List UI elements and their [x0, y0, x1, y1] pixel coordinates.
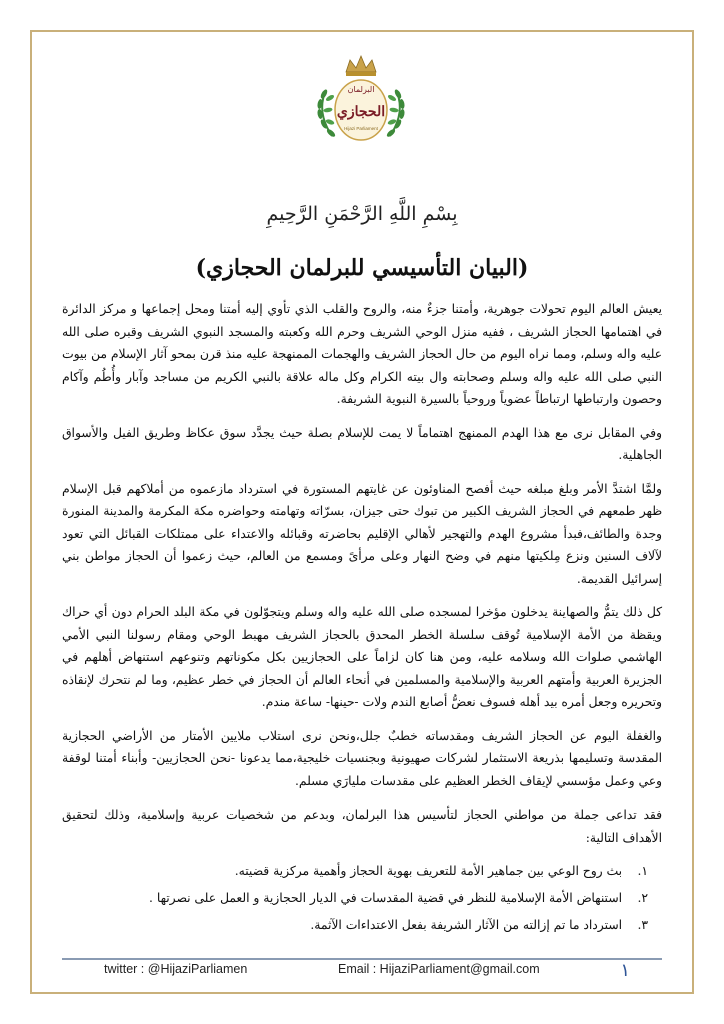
goal-number: ١. [637, 864, 648, 878]
goal-text: بث روح الوعي بين جماهير الأمة للتعريف بهوية الحجاز وأهمية مركزية قضيته. [234, 864, 622, 878]
twitter-handle[interactable]: twitter : @HijaziParliamen [104, 962, 248, 976]
logo-main-text: الحجازي [336, 104, 386, 120]
goal-number: ٢. [637, 891, 648, 905]
paragraph: كل ذلك يتمُّ والصهاينة يدخلون مؤخرا لمسجده صلى الله عليه واله وسلم ويتجوّلون في مكة البلد الحرام دون أي حراك ويقظة من الأمة الإسلامية تُوقف سلسلة الخطر المحدق بالحجاز الشريف مهبط الوحي ومقام رسولنا النبي الأمي الهاشمي صلوات الله وسلامه عليه، ومن هنا كان لزاماً على الحجازيين بكل مكوناتهم وتنوعهم استنهاض أهلهم في الجزيرة العربية وأمتهم العربية والإسلامية والمسلمين في أنحاء العالم أن الحجاز في خطر عظيم، وما لم نتحرك لإنقاذه وتحريره وجعل أمره بيد أهله فسوف نعضُّ أصابع الندم ولات -حينها- ساعة مندم. [62, 605, 662, 709]
page-number: ١ [620, 960, 630, 980]
goals-list [62, 861, 662, 935]
bismillah-heading: بِسْمِ اللَّهِ الرَّحْمَنِ الرَّحِيمِ [266, 203, 458, 225]
paragraph: والغفلة اليوم عن الحجاز الشريف ومقدساته خطبٌ جلل،ونحن نرى استلاب ملايين الأمتار من الأراضي الحجازية المقدسة وتسليمها بذريعة الاستثمار لشركات صهيونية وبجنسيات خليجية،مما يدعونا -نحن الحجازيين- وأبناء أمتنا لوقفة وعي وعمل مؤسسي لإيقاف الخطر العظيم على مقدسات مليارَي مسلم. [62, 728, 662, 788]
goal-number: ٣. [637, 918, 648, 932]
hijazi-parliament-logo [302, 50, 420, 150]
logo-bottom-text: Hijazi Parliament [344, 126, 378, 131]
paragraph: ولمَّا اشتدَّ الأمر وبلغ مبلغه حيث أفصح المناوئون عن غايتهم المستورة في استرداد مازعموه من أملاكهم قبل الإسلام ظهر طمعهم في الحجاز الشريف الكبير من تبوك حتى جيزان، بسرّاته وتهامته وحواضره مكة المكرمة والمدينة المنورة وجدة والطائف،فبدأ مشروع الهدم والتهجير لأهالي الإقليم بحاضرته وقبائله والاعتداء على ممتلكات القبائل التي تعود لآلاف السنين ونزع مِلكيتها منهم في وضح النهار وعلى مرأىً ومسمع من العالم، حيث زعموا أن الحجاز مواطن بني إسرائيل القديمة. [62, 481, 662, 586]
footer-divider [62, 958, 662, 960]
document-body [62, 298, 662, 942]
goal-item [62, 888, 648, 908]
document-title: (البيان التأسيسي للبرلمان الحجازي) [195, 255, 529, 281]
goals-intro: فقد تداعى جملة من مواطني الحجاز لتأسيس هذا البرلمان، وبدعم من شخصيات عربية وإسلامية، وذلك لتحقيق الأهداف التالية: [62, 808, 662, 845]
logo-top-text: البرلمان [347, 85, 375, 94]
goal-item [62, 861, 648, 881]
paragraph: وفي المقابل نرى مع هذا الهدم الممنهج اهتماماً لا يمت للإسلام بصلة حيث يجدَّد سوق عكاظ وطريق الفيل والأسواق الجاهلية. [62, 425, 662, 462]
email-address[interactable]: Email : HijaziParliament@gmail.com [338, 962, 540, 976]
goal-text: استنهاض الأمة الإسلامية للنظر في قضية المقدسات في الديار الحجازية و العمل على نصرتها . [149, 891, 622, 905]
goal-item [62, 915, 648, 935]
paragraph: يعيش العالم اليوم تحولات جوهرية، وأمتنا جزءٌ منه، والروح والقلب الذي تأوي إليه أمتنا ومحل إجماعها و مركز الدائرة في اهتمامها الحجاز الشريف ، ففيه منزل الوحي الشريف وحرم الله وكعبته والمسجد النبوي الشريف وقبره صلى الله عليه واله وسلم، ومما نراه اليوم من حال الحجاز الشريف والهجمات الممنهجة عليه منذ قرن بمحو آثار الإسلام من بيوت النبي صلى الله عليه واله وسلم وصحابته وال بيته الكرام وكل ماله علاقة بالنبي الكريم من مساجد وآبار وأُطُم وآكام وحصون وارتباطها ارتباطاً عضوياً وروحياً بالسيرة النبوية الشريفة. [62, 302, 662, 406]
footer [62, 962, 662, 984]
goal-text: استرداد ما تم إزالته من الآثار الشريفة بفعل الاعتداءات الآثمة. [310, 918, 622, 932]
